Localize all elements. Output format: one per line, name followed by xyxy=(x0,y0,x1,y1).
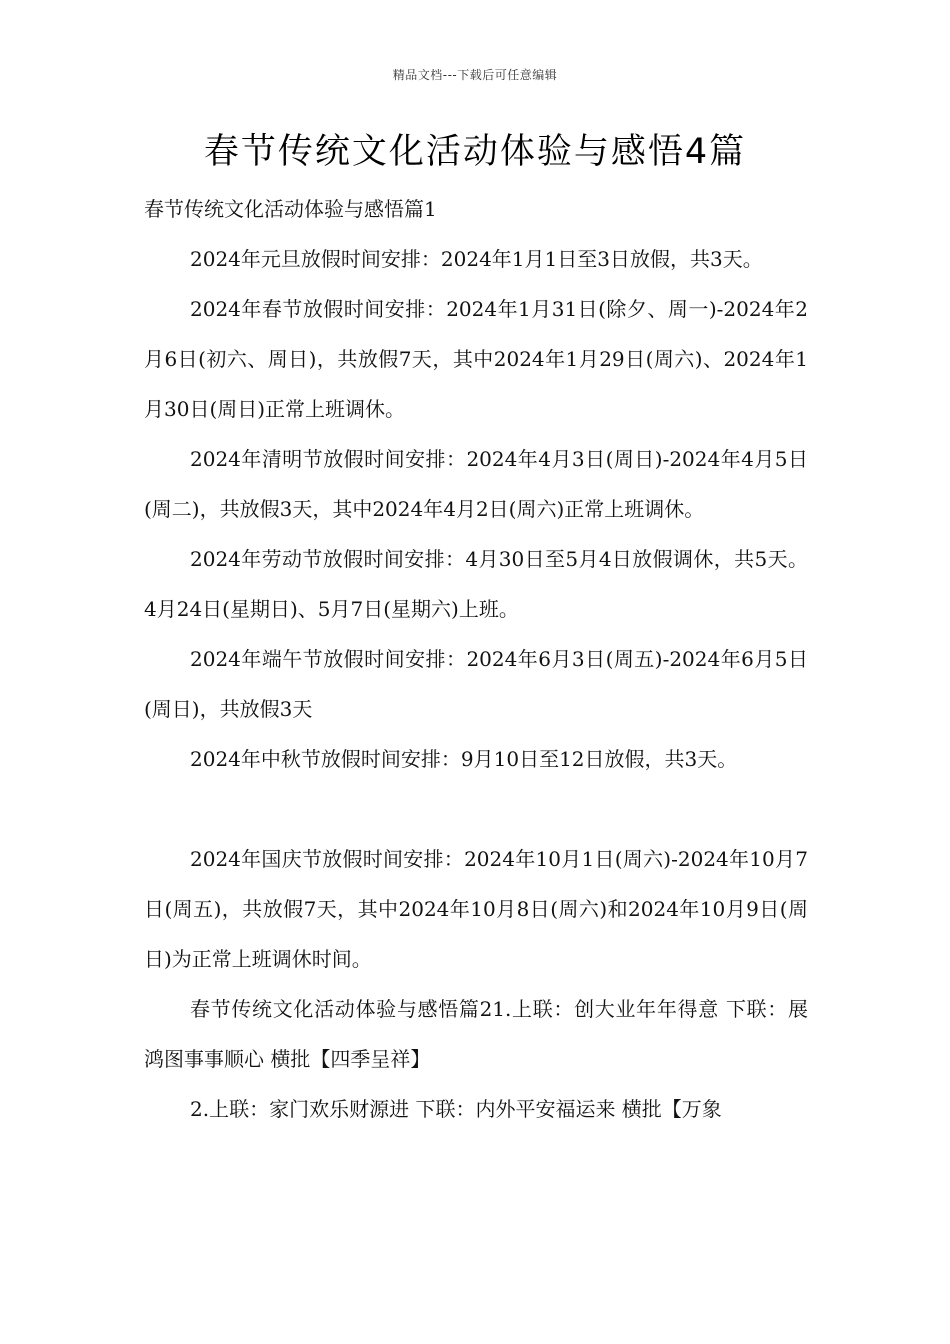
section-heading: 春节传统文化活动体验与感悟篇1 xyxy=(144,197,437,221)
paragraph-couplet-2: 2.上联：家门欢乐财源进 下联：内外平安福运来 横批【万象 xyxy=(190,1097,722,1121)
document-title: 春节传统文化活动体验与感悟4篇 xyxy=(203,132,747,172)
paragraph-couplet-1: 春节传统文化活动体验与感悟篇21.上联：创大业年年得意 下联：展鸿图事事顺心 横批【四季呈祥】 xyxy=(144,997,808,1071)
document-body xyxy=(144,184,808,1134)
paragraph-spacer xyxy=(144,784,808,834)
paragraph-spring-festival-holiday: 2024年春节放假时间安排：2024年1月31日(除夕、周一)-2024年2月6日(初六、周日)，共放假7天，其中2024年1月29日(周六)、2024年1月30日(周日)正常上班调休。 xyxy=(144,297,808,421)
page-header: 精品文档---下载后可任意编辑 xyxy=(392,68,558,82)
paragraph-mid-autumn-holiday: 2024年中秋节放假时间安排：9月10日至12日放假，共3天。 xyxy=(190,747,738,771)
paragraph-new-year-holiday: 2024年元旦放假时间安排：2024年1月1日至3日放假，共3天。 xyxy=(190,247,763,271)
paragraph-dragon-boat-holiday: 2024年端午节放假时间安排：2024年6月3日(周五)-2024年6月5日(周日)，共放假3天 xyxy=(144,647,808,721)
paragraph-national-day-holiday: 2024年国庆节放假时间安排：2024年10月1日(周六)-2024年10月7日(周五)，共放假7天，其中2024年10月8日(周六)和2024年10月9日(周日)为正常上班调休时间。 xyxy=(144,847,808,971)
paragraph-qingming-holiday: 2024年清明节放假时间安排：2024年4月3日(周日)-2024年4月5日(周二)，共放假3天，其中2024年4月2日(周六)正常上班调休。 xyxy=(144,447,808,521)
paragraph-labor-day-holiday: 2024年劳动节放假时间安排：4月30日至5月4日放假调休，共5天。4月24日(星期日)、5月7日(星期六)上班。 xyxy=(144,547,808,621)
